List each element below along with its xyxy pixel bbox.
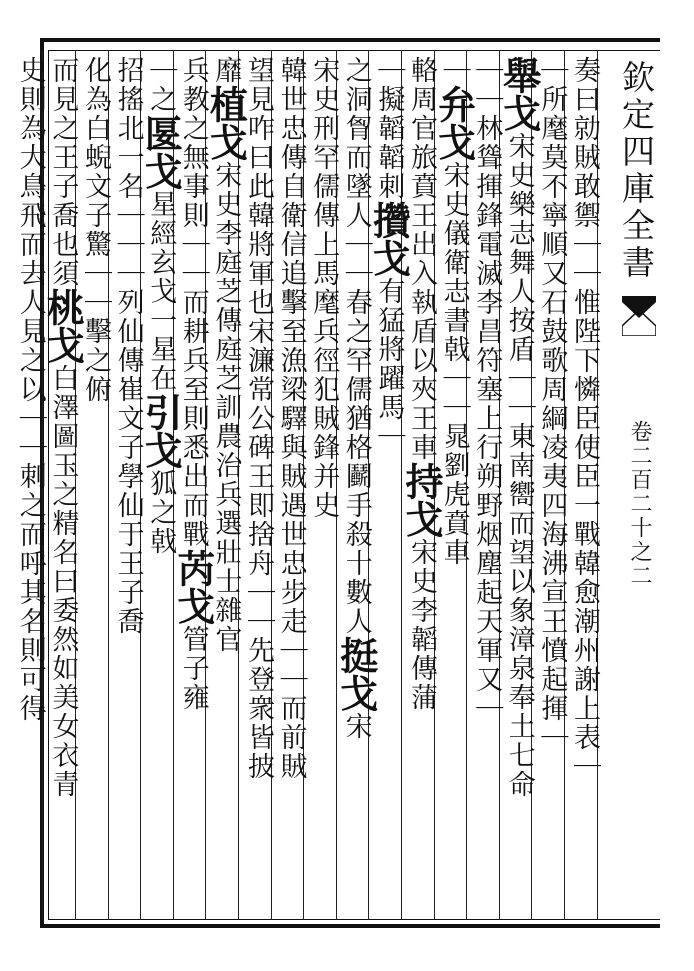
book-title: 欽定四庫全書: [617, 60, 656, 282]
column-text: 白澤圖玉之精名曰委然如美女衣青: [47, 364, 79, 799]
column-text: 管子雍: [177, 625, 209, 712]
column-text: 宋史李韜傳蒲: [406, 538, 437, 712]
column-text: 狐之戟: [145, 469, 177, 556]
column-text: 兵教之無事則｜｜而耕兵至則悉出而戰: [177, 56, 209, 549]
column-text: 化為白蜺文子驚｜｜擊之俯: [80, 56, 111, 404]
volume-number: 卷二百二十之二: [627, 420, 652, 588]
column-text: ｜｜林聳揮鋒電滅李昌符塞上行朔野烟塵起天軍又｜: [471, 56, 503, 723]
column-text: 宋史樂志舞人按盾｜｜東南嚮而望以象漳泉奉土七命: [503, 132, 535, 799]
column-text: 而見之王子喬也須: [47, 56, 79, 288]
column-text: ｜之: [145, 56, 177, 114]
column-text: 靡: [210, 56, 242, 85]
headword: 挺戈: [333, 636, 379, 712]
column-text: 韓世忠傳自衛信追擊至漁梁驛與賊遇世忠步走｜｜而前賊: [275, 56, 307, 781]
fishtail-mark-icon: [622, 296, 656, 336]
headword: 芮戈: [170, 549, 216, 625]
column-text: 星經玄戈一星在: [145, 190, 177, 393]
column-text: ｜擬韜韜刺: [373, 56, 405, 201]
headword: 攢戈: [366, 201, 412, 277]
column-text: ｜所麾莫不寧順又石鼓歌周綱凌夷四海沸宣王憤起揮｜: [536, 56, 568, 752]
headword: 持戈: [399, 462, 444, 538]
column-text: 宋史李庭芝傳庭芝訓農治兵選壯士雜官: [210, 161, 242, 654]
column-text: 宋史儀衛志書戟｜｜晁劉虎賁車: [438, 161, 470, 567]
headword: 舉戈: [496, 56, 542, 132]
column-text: 輅周官旅賁王出入執盾以夾王車: [406, 56, 437, 462]
column-text: 宋史刑罕儒傳上馬麾兵徑犯賊鋒并史: [308, 56, 340, 520]
headword: 弁戈: [431, 85, 477, 161]
column-text: 招搖北一名｜｜｜列仙傳崔文子學仙于王子喬: [112, 56, 144, 636]
headword: 匽戈: [138, 114, 184, 190]
column-text: 有猛將躍馬｜: [373, 277, 405, 451]
headword: 引戈: [138, 393, 184, 469]
headword: 植戈: [203, 85, 249, 161]
column-text: 宋: [340, 712, 372, 741]
column-text: 奏曰勍賊敢禦｜｜惟陛下憐臣使臣一戰韓愈潮州謝上表｜: [569, 56, 600, 781]
headword: 桃戈: [40, 288, 86, 364]
column-text: 之洞胷而墜人｜｜春之罕儒猶格鬬手殺十數人: [340, 56, 372, 636]
column-text: 史則為大鳥飛而去人見之以｜｜刺之而呼其名則可得: [14, 56, 46, 723]
column-text: 望見咋曰此韓將軍也宋濂常公碑王即捨舟｜｜先登衆皆披: [243, 56, 274, 781]
text-column: [6, 56, 52, 916]
column-text: ｜: [438, 56, 470, 85]
